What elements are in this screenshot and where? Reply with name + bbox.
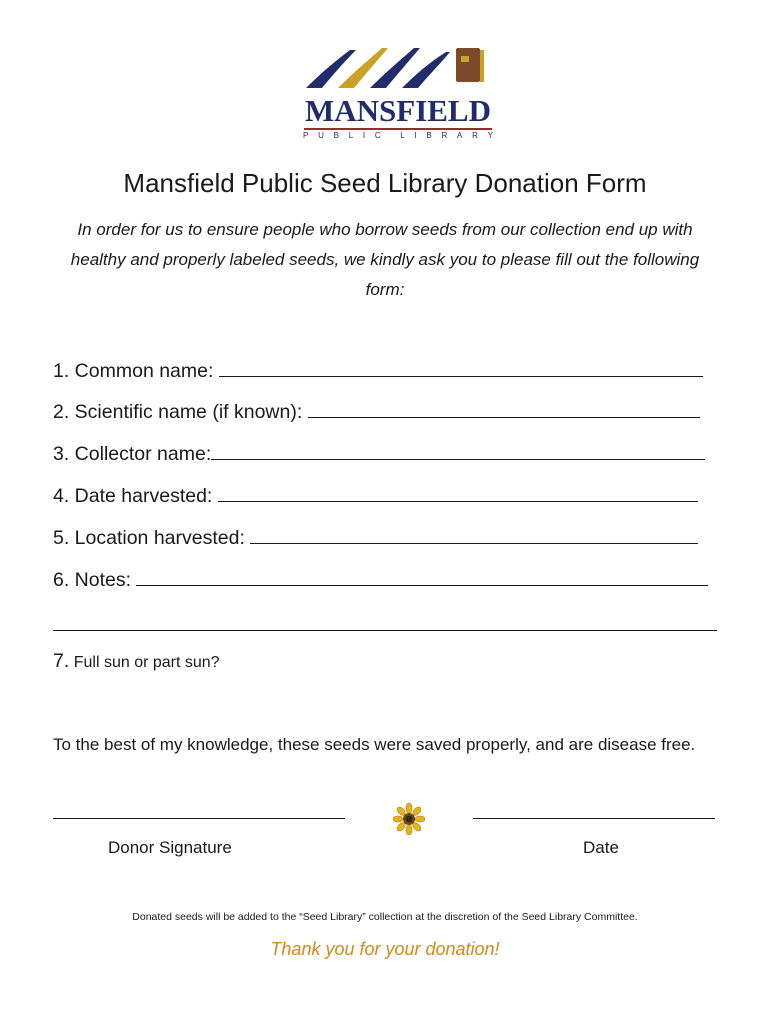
sun-question bbox=[53, 648, 220, 676]
notes-field bbox=[53, 566, 708, 593]
date-line[interactable] bbox=[473, 818, 715, 819]
certification-statement: To the best of my knowledge, these seeds were saved properly, and are disease free. bbox=[53, 735, 696, 754]
sun-question-text: Full sun or part sun? bbox=[73, 654, 220, 671]
logo-subtitle: P U B L I C L I B R A R Y bbox=[303, 131, 493, 140]
notes-label: 6. Notes: bbox=[53, 569, 132, 591]
common-name-label: 1. Common name: bbox=[53, 360, 214, 382]
collector-name-field bbox=[53, 440, 705, 467]
collector-name-label: 3. Collector name: bbox=[53, 443, 212, 465]
scientific-name-field bbox=[53, 398, 700, 425]
location-harvested-label: 5. Location harvested: bbox=[53, 527, 245, 549]
donor-signature-line[interactable] bbox=[53, 818, 345, 819]
location-harvested-field bbox=[53, 524, 698, 551]
logo-swoosh-graphic bbox=[300, 40, 500, 96]
date-label: Date bbox=[583, 838, 619, 857]
common-name-field bbox=[53, 357, 703, 384]
notes-blank[interactable] bbox=[136, 566, 708, 586]
scientific-name-blank[interactable] bbox=[308, 398, 700, 418]
location-harvested-blank[interactable] bbox=[250, 524, 698, 544]
thank-you-message: Thank you for your donation! bbox=[270, 939, 500, 959]
date-harvested-label: 4. Date harvested: bbox=[53, 485, 213, 507]
sun-question-number: 7. bbox=[53, 650, 70, 672]
book-icon bbox=[456, 48, 484, 82]
date-harvested-blank[interactable] bbox=[218, 482, 698, 502]
donor-signature-label: Donor Signature bbox=[108, 838, 232, 857]
logo-wordmark: MANSFIELD bbox=[304, 93, 491, 128]
sunflower-icon bbox=[393, 803, 425, 835]
date-harvested-field bbox=[53, 482, 698, 509]
collector-name-blank[interactable] bbox=[211, 440, 705, 460]
logo-rule bbox=[304, 128, 492, 130]
library-logo bbox=[300, 40, 500, 140]
common-name-blank[interactable] bbox=[219, 357, 703, 377]
notes-continuation-line[interactable] bbox=[53, 630, 717, 631]
intro-text: In order for us to ensure people who borrow seeds from our collection end up with healthy and properly labeled seeds, we kindly ask you to please fill out the following form: bbox=[70, 220, 700, 299]
page-title: Mansfield Public Seed Library Donation Form bbox=[123, 168, 647, 198]
scientific-name-label: 2. Scientific name (if known): bbox=[53, 401, 303, 423]
footnote: Donated seeds will be added to the “Seed Library” collection at the discretion of the Seed Library Committee. bbox=[132, 911, 638, 923]
